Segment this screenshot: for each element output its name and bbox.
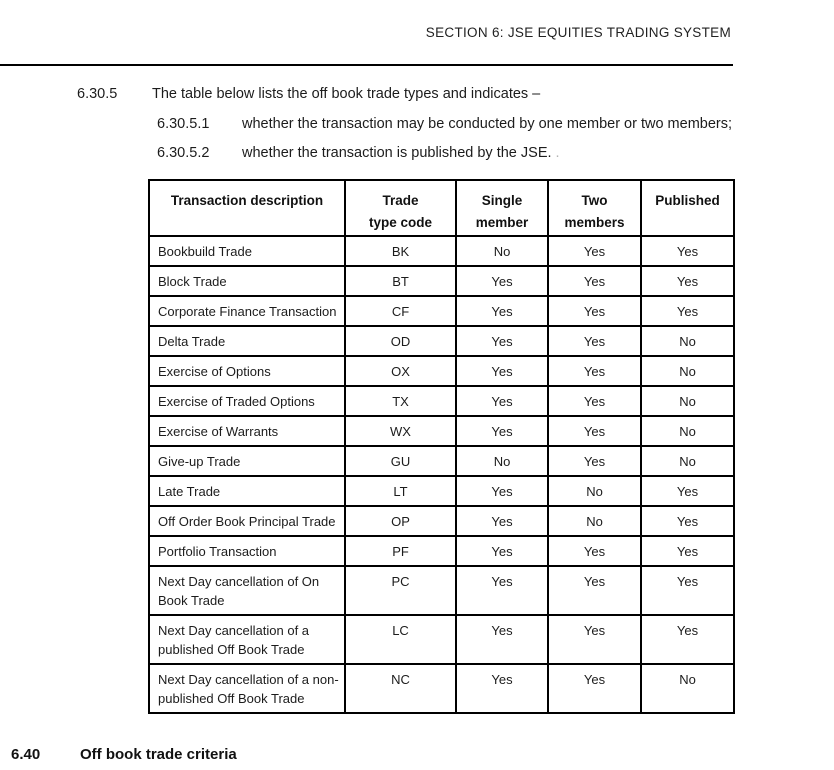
clause-number: 6.30.5 [77, 86, 118, 102]
cell-single-member: Yes [456, 326, 548, 356]
cell-description: Off Order Book Principal Trade [149, 506, 345, 536]
cell-two-members: No [548, 506, 641, 536]
cell-published: No [641, 356, 734, 386]
cell-trade-type-code: BK [345, 236, 456, 266]
column-header-two-members: Two members [548, 180, 641, 236]
cell-published: Yes [641, 266, 734, 296]
cell-single-member: Yes [456, 536, 548, 566]
cell-published: No [641, 664, 734, 713]
subclause-1-text: whether the transaction may be conducted by one member or two members; [242, 116, 733, 132]
table-row [149, 566, 734, 615]
header-divider [0, 64, 733, 66]
cell-two-members: Yes [548, 536, 641, 566]
cell-description: Block Trade [149, 266, 345, 296]
table-row [149, 536, 734, 566]
table-row [149, 356, 734, 386]
table-row [149, 266, 734, 296]
cell-trade-type-code: WX [345, 416, 456, 446]
cell-published: No [641, 386, 734, 416]
column-header-trade-type-code: Trade type code [345, 180, 456, 236]
cell-single-member: Yes [456, 664, 548, 713]
cell-two-members: Yes [548, 326, 641, 356]
subclause-2-number: 6.30.5.2 [157, 145, 210, 161]
cell-description: Bookbuild Trade [149, 236, 345, 266]
cell-single-member: No [456, 236, 548, 266]
table-row [149, 446, 734, 476]
column-header-single-member: Single member [456, 180, 548, 236]
subclause-1-number: 6.30.5.1 [157, 116, 210, 132]
cell-two-members: Yes [548, 446, 641, 476]
cell-description: Next Day cancellation of On Book Trade [149, 566, 345, 615]
table-row [149, 296, 734, 326]
table-row [149, 236, 734, 266]
cell-two-members: Yes [548, 296, 641, 326]
subclause-2-text [242, 144, 560, 162]
cell-single-member: Yes [456, 416, 548, 446]
cell-single-member: Yes [456, 615, 548, 664]
cell-trade-type-code: BT [345, 266, 456, 296]
cell-description: Give-up Trade [149, 446, 345, 476]
cell-trade-type-code: OD [345, 326, 456, 356]
table-row [149, 664, 734, 713]
cell-two-members: Yes [548, 615, 641, 664]
cell-two-members: Yes [548, 356, 641, 386]
next-clause-title: Off book trade criteria [80, 746, 237, 763]
cell-single-member: No [456, 446, 548, 476]
cell-published: No [641, 416, 734, 446]
cell-published: Yes [641, 236, 734, 266]
cell-single-member: Yes [456, 296, 548, 326]
cell-description: Next Day cancellation of a non-published Off Book Trade [149, 664, 345, 713]
table-row [149, 615, 734, 664]
cell-trade-type-code: GU [345, 446, 456, 476]
cell-published: Yes [641, 615, 734, 664]
cell-two-members: Yes [548, 664, 641, 713]
cell-description: Exercise of Options [149, 356, 345, 386]
column-header-published: Published [641, 180, 734, 236]
cell-trade-type-code: PC [345, 566, 456, 615]
stray-period-mark: . [555, 145, 560, 161]
cell-two-members: Yes [548, 566, 641, 615]
cell-description: Late Trade [149, 476, 345, 506]
cell-description: Exercise of Traded Options [149, 386, 345, 416]
cell-published: No [641, 446, 734, 476]
cell-description: Exercise of Warrants [149, 416, 345, 446]
cell-trade-type-code: TX [345, 386, 456, 416]
cell-single-member: Yes [456, 386, 548, 416]
cell-published: Yes [641, 506, 734, 536]
cell-published: Yes [641, 476, 734, 506]
next-clause-number: 6.40 [11, 746, 41, 763]
cell-trade-type-code: OP [345, 506, 456, 536]
clause-text: The table below lists the off book trade types and indicates – [152, 86, 541, 102]
cell-description: Delta Trade [149, 326, 345, 356]
cell-single-member: Yes [456, 566, 548, 615]
cell-single-member: Yes [456, 476, 548, 506]
cell-two-members: No [548, 476, 641, 506]
table-row [149, 476, 734, 506]
table-row [149, 416, 734, 446]
cell-two-members: Yes [548, 266, 641, 296]
table-row [149, 506, 734, 536]
cell-two-members: Yes [548, 386, 641, 416]
cell-published: Yes [641, 566, 734, 615]
cell-published: Yes [641, 296, 734, 326]
cell-single-member: Yes [456, 506, 548, 536]
cell-trade-type-code: LT [345, 476, 456, 506]
table-row [149, 326, 734, 356]
cell-trade-type-code: NC [345, 664, 456, 713]
cell-single-member: Yes [456, 266, 548, 296]
column-header-transaction-description: Transaction description [149, 180, 345, 236]
cell-two-members: Yes [548, 236, 641, 266]
section-header-title: SECTION 6: JSE EQUITIES TRADING SYSTEM [425, 25, 731, 40]
cell-single-member: Yes [456, 356, 548, 386]
cell-trade-type-code: LC [345, 615, 456, 664]
subclause-2-text-body: whether the transaction is published by the JSE. [242, 145, 552, 161]
cell-trade-type-code: OX [345, 356, 456, 386]
cell-trade-type-code: PF [345, 536, 456, 566]
off-book-trade-types-table [148, 179, 735, 714]
cell-published: No [641, 326, 734, 356]
cell-trade-type-code: CF [345, 296, 456, 326]
table-row [149, 386, 734, 416]
cell-published: Yes [641, 536, 734, 566]
cell-description: Next Day cancellation of a published Off Book Trade [149, 615, 345, 664]
cell-description: Portfolio Transaction [149, 536, 345, 566]
cell-two-members: Yes [548, 416, 641, 446]
table-header-row [149, 180, 734, 236]
cell-description: Corporate Finance Transaction [149, 296, 345, 326]
